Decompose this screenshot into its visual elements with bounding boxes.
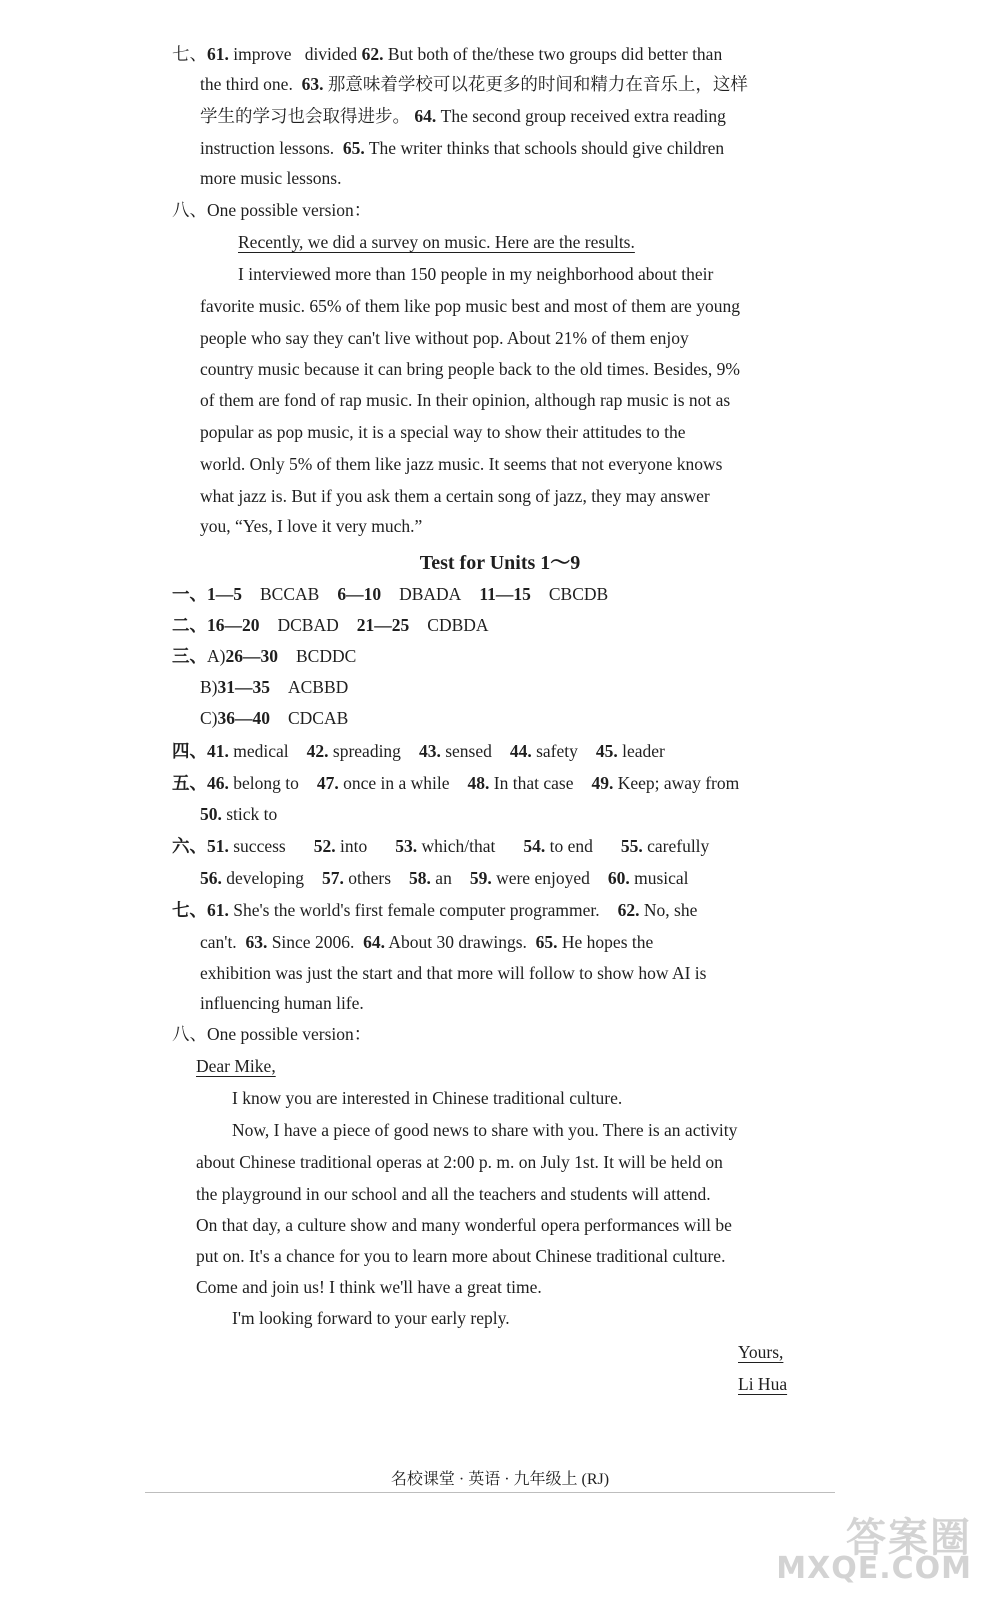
letter-line: the playground in our school and all the teachers and students will attend. bbox=[196, 1184, 711, 1204]
letter-line: put on. It's a chance for you to learn more about Chinese traditional culture. bbox=[196, 1246, 726, 1266]
s7-line-4: instruction lessons. 65. The writer thinks that schools should give children bbox=[200, 138, 725, 158]
part-5-answers: 五、46. belong to 47. once in a while 48. In that case 49. Keep; away from bbox=[172, 773, 740, 793]
s8-line: people who say they can't live without pop. About 21% of them enjoy bbox=[200, 328, 689, 348]
s8-heading: 八、One possible version： bbox=[172, 200, 372, 220]
s8-line: I interviewed more than 150 people in my neighborhood about their bbox=[238, 264, 714, 284]
s8-line: of them are fond of rap music. In their opinion, although rap music is not as bbox=[200, 390, 731, 410]
watermark-logo bbox=[772, 1506, 972, 1586]
part-3c-answers: C)36—40 CDCAB bbox=[200, 708, 349, 728]
part-2-answers: 二、16—20 DCBAD 21—25 CDBDA bbox=[172, 615, 489, 635]
s7-line-1: 七、61. improve divided 62. But both of the/these two groups did better than bbox=[172, 44, 723, 64]
letter-signature: Li Hua bbox=[738, 1374, 788, 1394]
letter-line: Come and join us! I think we'll have a great time. bbox=[196, 1277, 542, 1297]
watermark-text-bottom: MXQE.COM bbox=[776, 1551, 972, 1586]
letter-line: about Chinese traditional operas at 2:00 p. m. on July 1st. It will be held on bbox=[196, 1152, 723, 1172]
part-7-answers: 七、61. She's the world's first female computer programmer. 62. No, she bbox=[172, 900, 698, 920]
part-7-line-3: exhibition was just the start and that more will follow to show how AI is bbox=[200, 963, 707, 983]
part-3b-answers: B)31—35 ACBBD bbox=[200, 677, 349, 697]
part-7-line-4: influencing human life. bbox=[200, 993, 364, 1013]
s8-first-line: Recently, we did a survey on music. Here are the results. bbox=[238, 232, 635, 252]
part-1-answers: 一、1—5 BCCAB 6—10 DBADA 11—15 CBCDB bbox=[172, 584, 609, 604]
test-title: Test for Units 1～9 bbox=[419, 552, 581, 574]
watermark-text-top: 答案圈 bbox=[846, 1515, 972, 1561]
letter-line: I'm looking forward to your early reply. bbox=[232, 1308, 510, 1328]
s8-line: country music because it can bring people back to the old times. Besides, 9% bbox=[200, 359, 740, 379]
s8-line: what jazz is. But if you ask them a certain song of jazz, they may answer bbox=[200, 486, 710, 506]
s8-line: world. Only 5% of them like jazz music. It seems that not everyone knows bbox=[200, 454, 723, 474]
letter-line: On that day, a culture show and many wonderful opera performances will be bbox=[196, 1215, 732, 1235]
part-3a-answers: 三、A)26—30 BCDDC bbox=[172, 646, 357, 666]
part-8-heading: 八、One possible version： bbox=[172, 1024, 372, 1044]
s8-line: favorite music. 65% of them like pop music best and most of them are young bbox=[200, 296, 740, 316]
footer-divider bbox=[145, 1492, 835, 1493]
part-6-answers-cont: 56. developing 57. others 58. an 59. were enjoyed 60. musical bbox=[200, 868, 689, 888]
page-footer: 名校课堂 · 英语 · 九年级上 (RJ) bbox=[390, 1471, 610, 1488]
s8-line: popular as pop music, it is a special way to show their attitudes to the bbox=[200, 422, 686, 442]
s7-line-2: the third one. 63. 那意味着学校可以花更多的时间和精力在音乐上，这样 bbox=[200, 74, 748, 94]
part-7-line-2: can't. 63. Since 2006. 64. About 30 drawings. 65. He hopes the bbox=[200, 932, 654, 952]
letter-line: Now, I have a piece of good news to share with you. There is an activity bbox=[232, 1120, 738, 1140]
part-6-answers: 六、51. success 52. into 53. which/that 54. to end 55. carefully bbox=[172, 836, 710, 856]
s8-line: you, “Yes, I love it very much.” bbox=[200, 516, 423, 536]
s7-line-5: more music lessons. bbox=[200, 168, 342, 188]
letter-closing: Yours, bbox=[738, 1342, 784, 1362]
part-4-answers: 四、41. medical 42. spreading 43. sensed 44. safety 45. leader bbox=[172, 741, 665, 761]
part-5-answers-cont: 50. stick to bbox=[200, 804, 278, 824]
letter-greeting: Dear Mike, bbox=[196, 1056, 276, 1076]
s7-line-3: 学生的学习也会取得进步。 64. The second group received extra reading bbox=[200, 106, 726, 126]
letter-line: I know you are interested in Chinese traditional culture. bbox=[232, 1088, 623, 1108]
